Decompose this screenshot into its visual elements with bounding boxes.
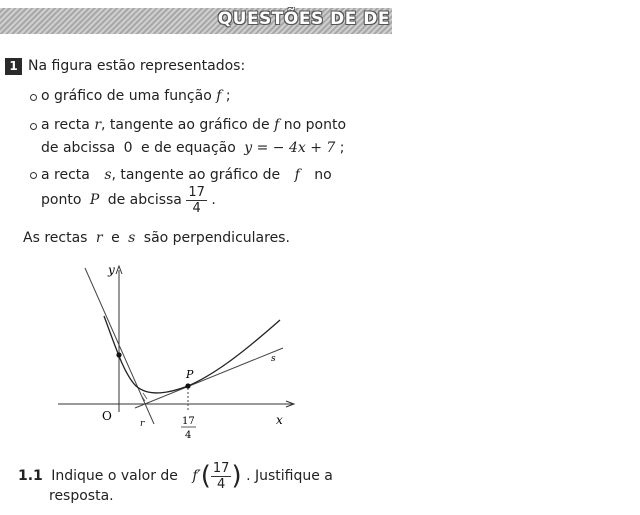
section-header-title: QUESTÕES DE DE — [217, 9, 390, 29]
item-2-end: ; — [339, 140, 345, 156]
tick-fraction-numerator: 17 — [182, 416, 195, 427]
item-2-zero: 0 — [123, 140, 133, 156]
line-r-label: r — [140, 419, 145, 429]
item-1-tail: ; — [225, 88, 231, 104]
perp-text-e: e — [111, 230, 120, 246]
item-2-var-r: r — [94, 117, 102, 133]
perp-var-s: s — [128, 230, 136, 246]
line-s-label: s — [271, 354, 276, 364]
subquestion-text-b: . Justifique a — [246, 468, 333, 484]
tick-fraction-denominator: 4 — [185, 430, 192, 441]
item-3-var-s: s — [104, 167, 112, 183]
item-2-equation-label: e de equação — [141, 140, 236, 156]
subquestion-fraction — [211, 461, 232, 492]
fraction-numerator: 17 — [188, 184, 205, 200]
item-3-var-f: f — [294, 167, 300, 183]
item-3-text-b: , tangente ao gráfico de — [111, 167, 281, 183]
item-3-var-p: P — [89, 192, 100, 208]
function-curve — [104, 316, 280, 393]
x-axis-label: x — [276, 413, 283, 427]
item-2-var-f: f — [274, 117, 280, 133]
item-3-end: . — [211, 192, 216, 208]
fraction-numerator: 17 — [212, 460, 230, 476]
question-intro: Na figura estão representados: — [28, 58, 246, 74]
point-p-label: P — [186, 368, 194, 381]
item-3-ponto-label: ponto — [41, 192, 82, 208]
left-paren-icon: ( — [200, 461, 211, 491]
subquestion-fprime: f′ — [192, 468, 201, 484]
item-2-text-c: no ponto — [283, 117, 347, 133]
item-3-text-a: a recta — [41, 167, 90, 183]
item-3-text-c: no — [314, 167, 332, 183]
item-1-var: f — [216, 88, 222, 104]
perp-text-b: são perpendiculares. — [143, 230, 290, 246]
item-2-equation: y = − 4x + 7 — [244, 140, 336, 156]
item-2-text-a: a recta — [41, 117, 90, 133]
origin-label: O — [102, 409, 112, 423]
item-3-abcissa-label: de abcissa — [107, 192, 182, 208]
tangent-line-s — [135, 348, 283, 408]
tangent-point-r — [116, 352, 121, 357]
subquestion-number: 1.1 — [18, 468, 43, 484]
question-number-badge: 1 — [5, 58, 22, 75]
fraction-denominator: 4 — [217, 476, 226, 492]
subquestion-text-a: Indique o valor de — [51, 468, 178, 484]
item-2-abcissa-label: de abcissa — [41, 140, 116, 156]
right-angle-mark — [141, 393, 147, 401]
item-2-text-b: , tangente ao gráfico de — [101, 117, 270, 133]
y-axis-label: y — [108, 263, 115, 277]
perp-text-a: As rectas — [23, 230, 88, 246]
right-paren-icon: ) — [231, 461, 242, 491]
item-1-text: o gráfico de uma função — [41, 88, 212, 104]
fraction-denominator: 4 — [192, 200, 201, 216]
subquestion-line-2: resposta. — [49, 488, 114, 504]
perp-var-r: r — [95, 230, 103, 246]
tangent-point-p — [185, 383, 190, 388]
